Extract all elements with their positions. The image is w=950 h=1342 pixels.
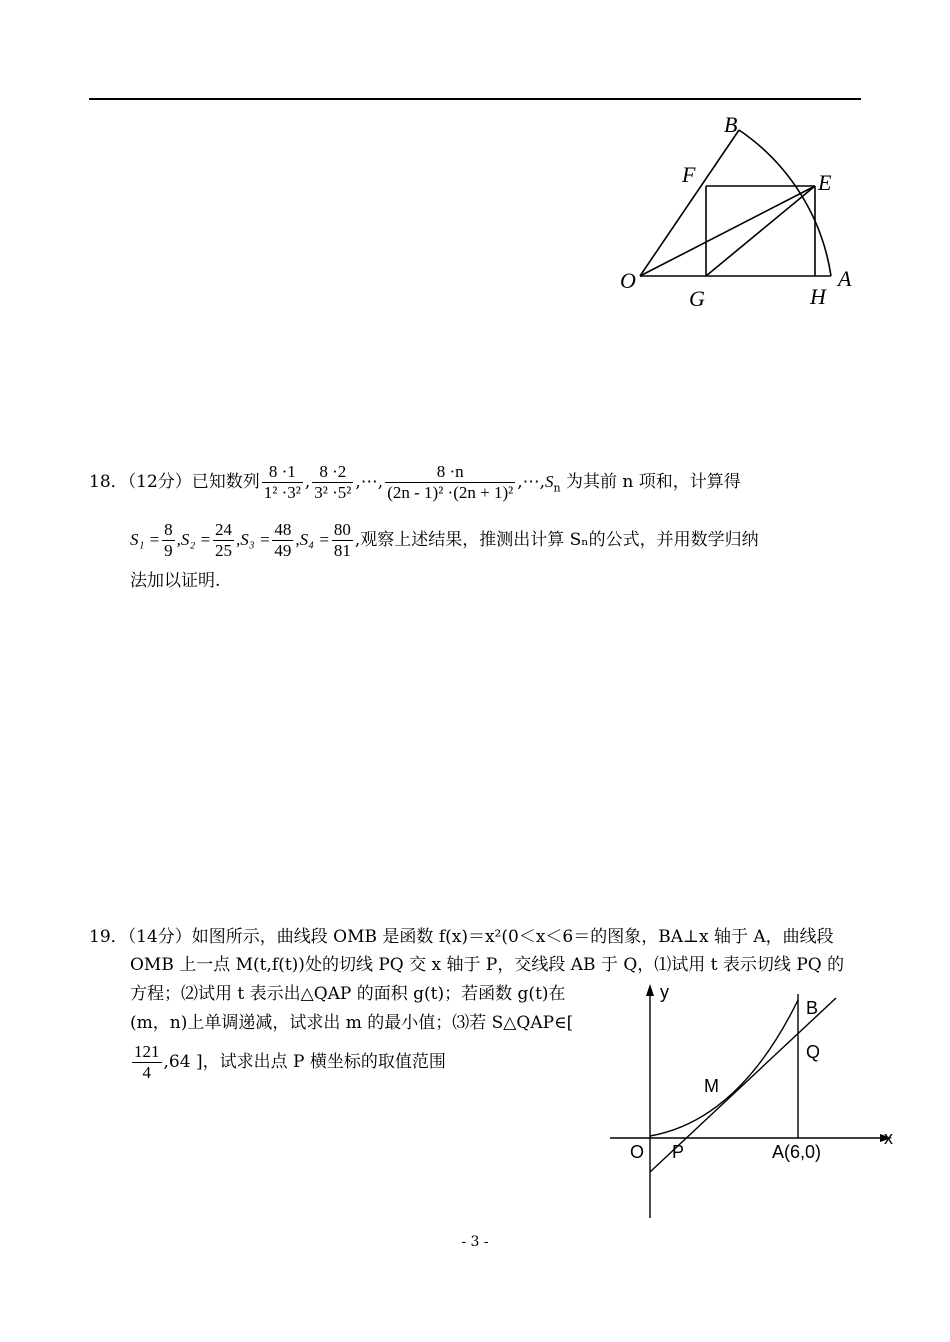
q18-s4-num: 80 — [333, 520, 351, 539]
q19-line3: 方程；⑵试用 t 表示出△QAP 的面积 g(t)；若函数 g(t)在 — [130, 984, 566, 1004]
q19-line2: OMB 上一点 M(t,f(t))处的切线 PQ 交 x 轴于 P，交线段 AB 于 Q，⑴试用 t 表示切线 PQ 的 — [130, 955, 845, 975]
q19-frac-den: 4 — [142, 1063, 151, 1082]
label-E: E — [818, 170, 832, 195]
q19-line1 — [89, 926, 834, 948]
q18-termn-den: (2n - 1)² ·(2n + 1)² — [387, 483, 514, 502]
sector-figure — [610, 110, 870, 310]
label-M: M — [704, 1076, 719, 1096]
q18-term2 — [312, 462, 353, 503]
q18-s2-den: 25 — [215, 541, 233, 560]
top-rule — [89, 98, 861, 100]
q18-s4-den: 81 — [333, 541, 351, 560]
q18-term2-num: 8 ·2 — [312, 462, 353, 483]
label-P: P — [672, 1142, 685, 1162]
label-x: x — [884, 1128, 893, 1148]
q18-score: （12分） — [127, 472, 192, 492]
label-Q: Q — [806, 1042, 821, 1062]
label-G: G — [689, 286, 705, 310]
q18-number: 18． — [89, 472, 128, 492]
q18-tail: ,⋯, — [517, 472, 546, 492]
label-A: A — [838, 266, 852, 291]
q18-s1-num: 8 — [164, 520, 173, 539]
q18-sn-text: 为其前 n 项和，计算得 — [566, 472, 741, 492]
q18-term1-num: 8 ·1 — [262, 462, 303, 483]
y-axis-arrow — [646, 984, 654, 996]
label-B: B — [806, 998, 819, 1018]
parabola-curve — [650, 1000, 798, 1136]
q18-term2-den: 3² ·5² — [314, 483, 352, 502]
q19-number: 19． — [89, 927, 128, 947]
q18-line2 — [130, 520, 759, 561]
q19-line5-tail: ,64 ]，试求出点 P 横坐标的取值范围 — [163, 1052, 446, 1072]
q18-s2-num: 24 — [215, 520, 233, 539]
q18-s2 — [213, 520, 234, 561]
q18-s2-label: ,S₂ = — [176, 530, 212, 549]
q18-term1-den: 1² ·3² — [263, 483, 301, 502]
q19-frac-num: 121 — [134, 1042, 160, 1061]
q18-s1-den: 9 — [164, 541, 173, 560]
q18-s3-label: ,S₃ = — [236, 530, 271, 549]
label-F: F — [682, 162, 696, 187]
q18-line1: 18．（12分）已知数列 $\frac{8 \cdot 1}{\text{1² ·3²}}$ , $\frac{8 \cdot 2}{\text{3² ·5²}}$ ,⋯, $\frac{8 \cdot n}{\text{(2n - 1)² ·(2n + 1)²}}$ $,\cdots,S_n$ 为其前 n 项和，计算得 — [89, 462, 741, 502]
q19-line5 — [130, 1042, 446, 1083]
q18-s3-den: 49 — [274, 541, 292, 560]
q18-intro: 已知数列 — [191, 472, 260, 492]
q18-s1-label: S₁ = — [130, 530, 161, 549]
label-y: y — [660, 982, 669, 1002]
label-B: B — [724, 112, 738, 137]
q18-observe: ,观察上述结果，推测出计算 Sₙ的公式，并用数学归纳 — [354, 530, 759, 550]
q18-s3-num: 48 — [274, 520, 292, 539]
segment-OB — [640, 130, 739, 276]
q19-frac — [132, 1042, 162, 1083]
segment-OE — [640, 186, 815, 276]
q18-s1 — [162, 520, 175, 561]
label-A: A(6,0) — [772, 1142, 822, 1162]
q18-s4-label: ,S₄ = — [295, 530, 330, 549]
sector-arc — [739, 130, 831, 276]
q19-line1-text: （14分）如图所示，曲线段 OMB 是函数 f(x)＝x²(0＜x＜6＝的图象，BA⊥x 轴于 A，曲线段 — [127, 927, 834, 947]
q19-line4: (m，n)上单调递减，试求出 m 的最小值；⑶若 S△QAP∈[ — [130, 1013, 574, 1033]
label-O: O — [630, 1142, 645, 1162]
q18-line3: 法加以证明. — [130, 571, 221, 591]
label-H: H — [810, 284, 826, 309]
parabola-figure — [600, 978, 900, 1228]
page-number: - 3 - — [461, 1234, 489, 1250]
q18-s4 — [332, 520, 353, 561]
q18-termn-num: 8 ·n — [385, 462, 515, 483]
q18-ellipsis: ,⋯, — [355, 472, 384, 492]
label-O: O — [620, 268, 636, 293]
segment-GE — [706, 186, 815, 276]
q18-term1 — [262, 462, 303, 503]
q18-s3 — [272, 520, 293, 561]
q18-termn — [385, 462, 515, 503]
